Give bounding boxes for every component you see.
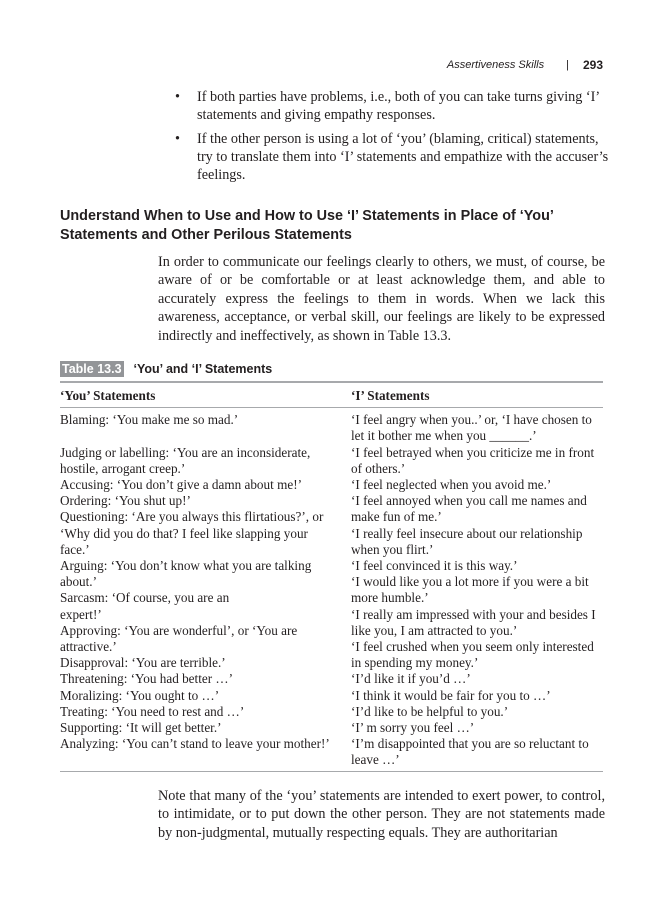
bullet-icon: • bbox=[175, 130, 180, 147]
i-statement-cell: ‘I feel convinced it is this way.’ bbox=[351, 558, 518, 574]
table-row bbox=[60, 639, 603, 655]
table-row bbox=[60, 445, 603, 461]
body-paragraph: In order to communicate our feelings clearly to others, we must, of course, be aware of or be comfortable or at least acknowledge them, and able to accurately express the feelings to them in words. When we lack this awareness, acceptance, or verbal skill, our feelings are likely to be expressed indirectly and ineffectively, as shown in Table 13.3. bbox=[158, 254, 605, 344]
you-statement-cell: Moralizing: ‘You ought to …’ bbox=[60, 687, 220, 703]
section-heading: Understand When to Use and How to Use ‘I’ Statements in Place of ‘You’ Statements and Other Perilous Statements bbox=[60, 208, 554, 243]
column-header-you: ‘You’ Statements bbox=[60, 382, 351, 408]
table-row bbox=[60, 461, 603, 477]
i-statement-cell: ‘I feel angry when you..’ or, ‘I have chosen to bbox=[351, 412, 592, 428]
you-statement-cell: hostile, arrogant creep.’ bbox=[60, 460, 186, 476]
table-row bbox=[60, 720, 603, 736]
body-paragraph: Note that many of the ‘you’ statements are intended to exert power, to control, to intimidate, or to put down the other person. They are not statements made by non-judgmental, mutually respecting equals. They are authoritarian bbox=[158, 788, 605, 841]
running-header-separator: | bbox=[566, 59, 569, 71]
table-row bbox=[60, 607, 603, 623]
table-row bbox=[60, 655, 603, 671]
you-statement-cell: face.’ bbox=[60, 541, 90, 557]
table-row bbox=[60, 752, 603, 771]
you-statement-cell: Questioning: ‘Are you always this flirtatious?’, or bbox=[60, 509, 324, 525]
page-number: 293 bbox=[582, 58, 603, 72]
table-title: ‘You’ and ‘I’ Statements bbox=[133, 362, 273, 376]
i-statement-cell: ‘I’m disappointed that you are so reluctant to bbox=[351, 736, 589, 752]
you-statement-cell: Treating: ‘You need to rest and …’ bbox=[60, 703, 245, 719]
bullet-icon: • bbox=[175, 89, 180, 105]
table-row bbox=[60, 509, 603, 525]
table-body bbox=[60, 408, 603, 771]
you-statement-cell: Accusing: ‘You don’t give a damn about me!’ bbox=[60, 477, 302, 493]
you-statement-cell: expert!’ bbox=[60, 606, 102, 622]
table-row bbox=[60, 408, 603, 429]
table-row bbox=[60, 704, 603, 720]
running-header-section: Assertiveness Skills bbox=[446, 59, 545, 71]
column-header-i: ‘I’ Statements bbox=[351, 382, 603, 408]
i-statement-cell: of others.’ bbox=[351, 460, 406, 476]
list-item bbox=[170, 130, 610, 185]
you-statement-cell: Blaming: ‘You make me so mad.’ bbox=[60, 412, 239, 428]
you-statement-cell: attractive.’ bbox=[60, 639, 117, 655]
running-header bbox=[447, 58, 603, 72]
you-statement-cell: Ordering: ‘You shut up!’ bbox=[60, 493, 191, 509]
i-statement-cell: let it bother me when you ______.’ bbox=[351, 428, 537, 444]
you-statement-cell: Sarcasm: ‘Of course, you are an bbox=[60, 590, 230, 606]
you-statement-cell: Analyzing: ‘You can’t stand to leave your mother!’ bbox=[60, 736, 330, 752]
i-statement-cell: ‘I would like you a lot more if you were a bit bbox=[351, 574, 589, 590]
you-statement-cell bbox=[60, 428, 351, 444]
i-statement-cell: like you, I am attracted to you.’ bbox=[351, 622, 518, 638]
i-statement-cell: ‘I’d like it if you’d …’ bbox=[351, 671, 471, 687]
you-statement-cell: ‘Why did you do that? I feel like slapping your bbox=[60, 525, 308, 541]
you-statement-cell: Threatening: ‘You had better …’ bbox=[60, 671, 233, 687]
i-statement-cell: ‘I feel neglected when you avoid me.’ bbox=[351, 477, 552, 493]
table-row bbox=[60, 623, 603, 639]
table-row bbox=[60, 542, 603, 558]
table-row bbox=[60, 590, 603, 606]
list-item-text: If the other person is using a lot of ‘you’ (blaming, critical) statements, try to translate them into ‘I’ statements and empathize with the accuser’s feelings. bbox=[197, 130, 609, 184]
i-statement-cell: ‘I feel crushed when you seem only interested bbox=[351, 639, 594, 655]
table-label: Table 13.3 bbox=[62, 362, 122, 376]
you-statement-cell: Supporting: ‘It will get better.’ bbox=[60, 720, 222, 736]
i-statement-cell: ‘I feel annoyed when you call me names and bbox=[351, 493, 587, 509]
table-row bbox=[60, 736, 603, 752]
i-statement-cell: ‘I’d like to be helpful to you.’ bbox=[351, 703, 509, 719]
i-statement-cell: ‘I really feel insecure about our relationship bbox=[351, 525, 583, 541]
table-row bbox=[60, 671, 603, 687]
you-statement-cell: Arguing: ‘You don’t know what you are talking bbox=[60, 558, 312, 574]
table-header-row bbox=[60, 382, 603, 408]
i-statement-cell: make fun of me.’ bbox=[351, 509, 442, 525]
i-statement-cell: ‘I really am impressed with your and besides I bbox=[351, 606, 596, 622]
i-statement-cell: in spending my money.’ bbox=[351, 655, 479, 671]
i-statement-cell: ‘I feel betrayed when you criticize me in front bbox=[351, 444, 595, 460]
i-statement-cell: leave …’ bbox=[351, 752, 603, 771]
you-statement-cell: Disapproval: ‘You are terrible.’ bbox=[60, 655, 226, 671]
table-row bbox=[60, 526, 603, 542]
table-row bbox=[60, 428, 603, 444]
table-row bbox=[60, 477, 603, 493]
table-row bbox=[60, 558, 603, 574]
i-statement-cell: more humble.’ bbox=[351, 590, 429, 606]
list-item bbox=[170, 88, 610, 125]
table-row bbox=[60, 688, 603, 704]
you-statement-cell bbox=[60, 752, 351, 771]
i-statement-cell: ‘I think it would be fair for you to …’ bbox=[351, 687, 551, 703]
you-statement-cell: Judging or labelling: ‘You are an inconsiderate, bbox=[60, 444, 311, 460]
i-statement-cell: ‘I’ m sorry you feel …’ bbox=[351, 720, 475, 736]
table-row bbox=[60, 493, 603, 509]
table-row bbox=[60, 574, 603, 590]
table-caption bbox=[60, 361, 272, 377]
statements-table bbox=[60, 381, 603, 772]
i-statement-cell: when you flirt.’ bbox=[351, 541, 434, 557]
bullet-list bbox=[170, 88, 610, 189]
list-item-text: If both parties have problems, i.e., both of you can take turns giving ‘I’ statements and giving empathy responses. bbox=[197, 89, 600, 124]
you-statement-cell: about.’ bbox=[60, 574, 97, 590]
you-statement-cell: Approving: ‘You are wonderful’, or ‘You are bbox=[60, 622, 298, 638]
